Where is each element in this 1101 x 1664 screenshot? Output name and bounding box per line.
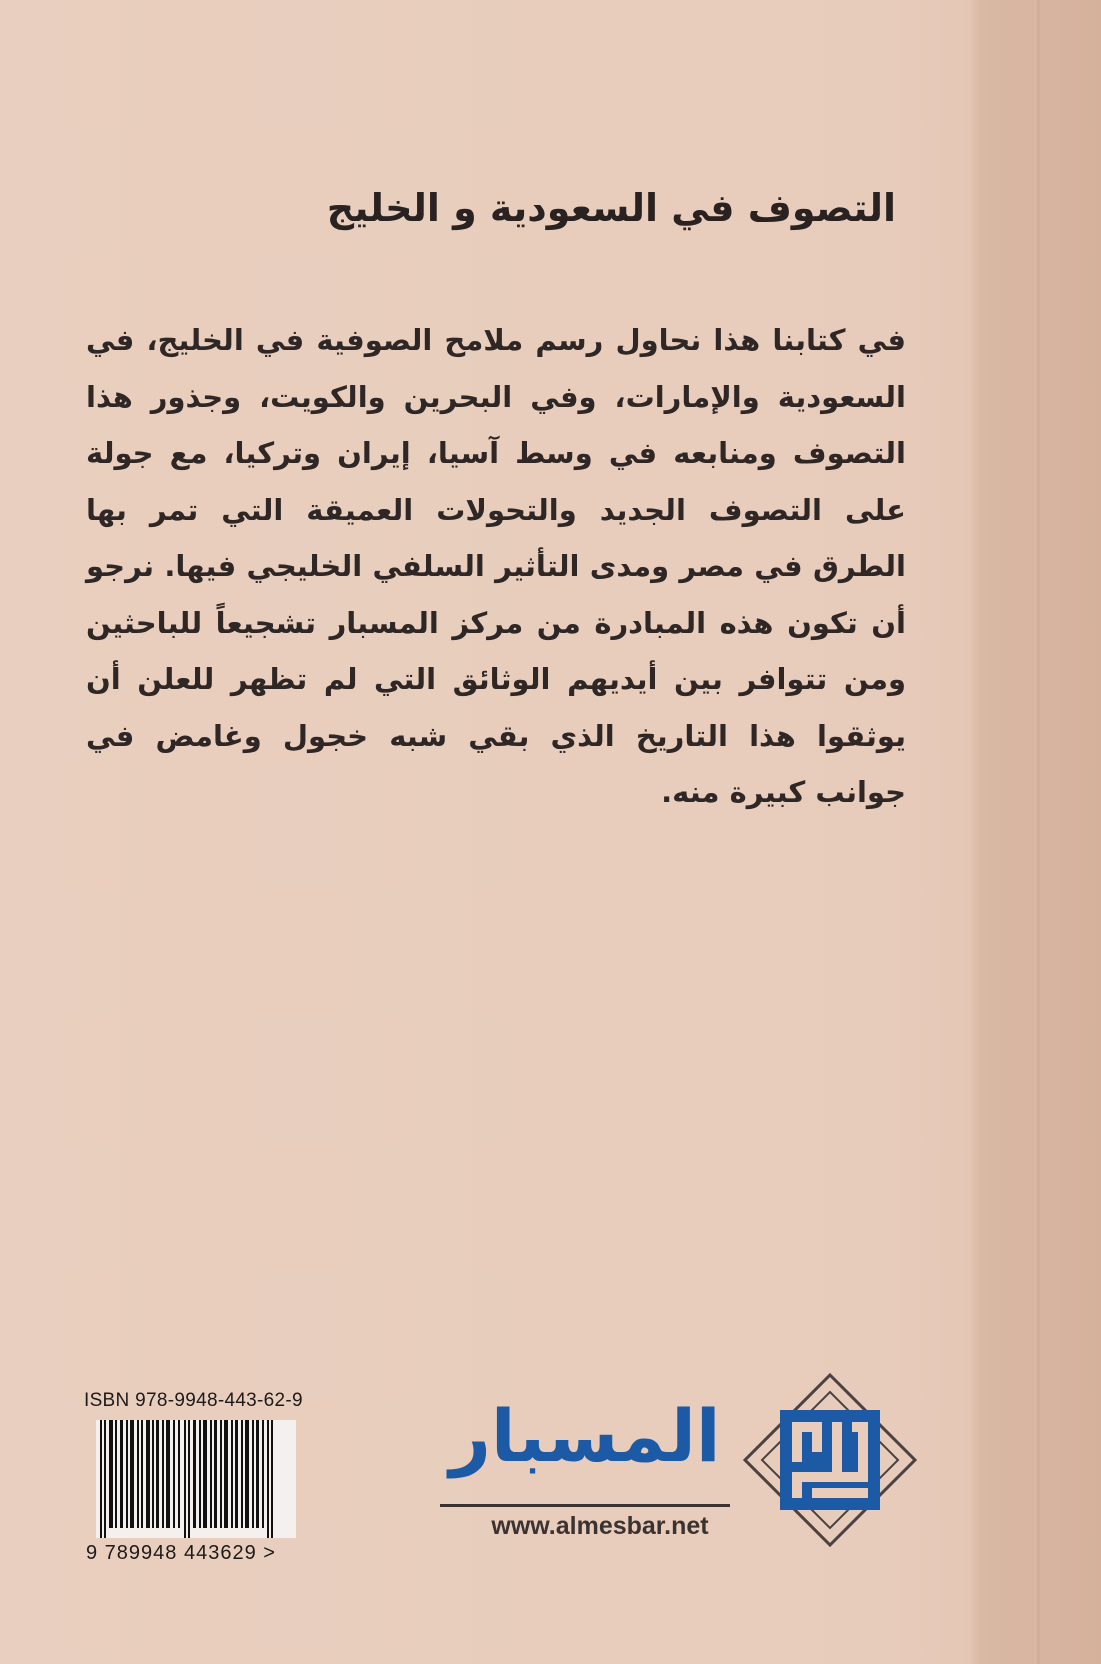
barcode — [96, 1420, 296, 1538]
publisher-emblem — [740, 1370, 920, 1554]
kufic-logo-icon — [740, 1370, 920, 1550]
publisher-wordmark: المسبار — [449, 1394, 721, 1478]
spine-edge — [1035, 0, 1041, 1664]
publisher-divider — [440, 1504, 730, 1507]
isbn-label: ISBN 978-9948-443-62-9 — [84, 1390, 303, 1411]
book-title: التصوف في السعودية و الخليج — [326, 186, 896, 230]
barcode-icon — [96, 1420, 296, 1538]
barcode-digits: 9 789948 443629 > — [86, 1542, 276, 1564]
publisher-url: www.almesbar.net — [491, 1512, 709, 1540]
book-blurb: في كتابنا هذا نحاول رسم ملامح الصوفية في الخليج، في السعودية والإمارات، وفي البحرين والكويت، وجذور هذا التصوف ومنابعه في وسط آسيا، إيران وتركيا، مع جولة على التصوف الجديد والتحولات العميقة التي تمر بها الطرق في مصر ومدى التأثير السلفي الخليجي فيها. نرجو أن تكون هذه المبادرة من مركز المسبار تشجيعاً للباحثين ومن تتوافر بين أيديهم الوثائق التي لم تظهر للعلن أن يوثقوا هذا التاريخ الذي بقي شبه خجول وغامض في جوانب كبيرة منه. — [86, 323, 906, 809]
